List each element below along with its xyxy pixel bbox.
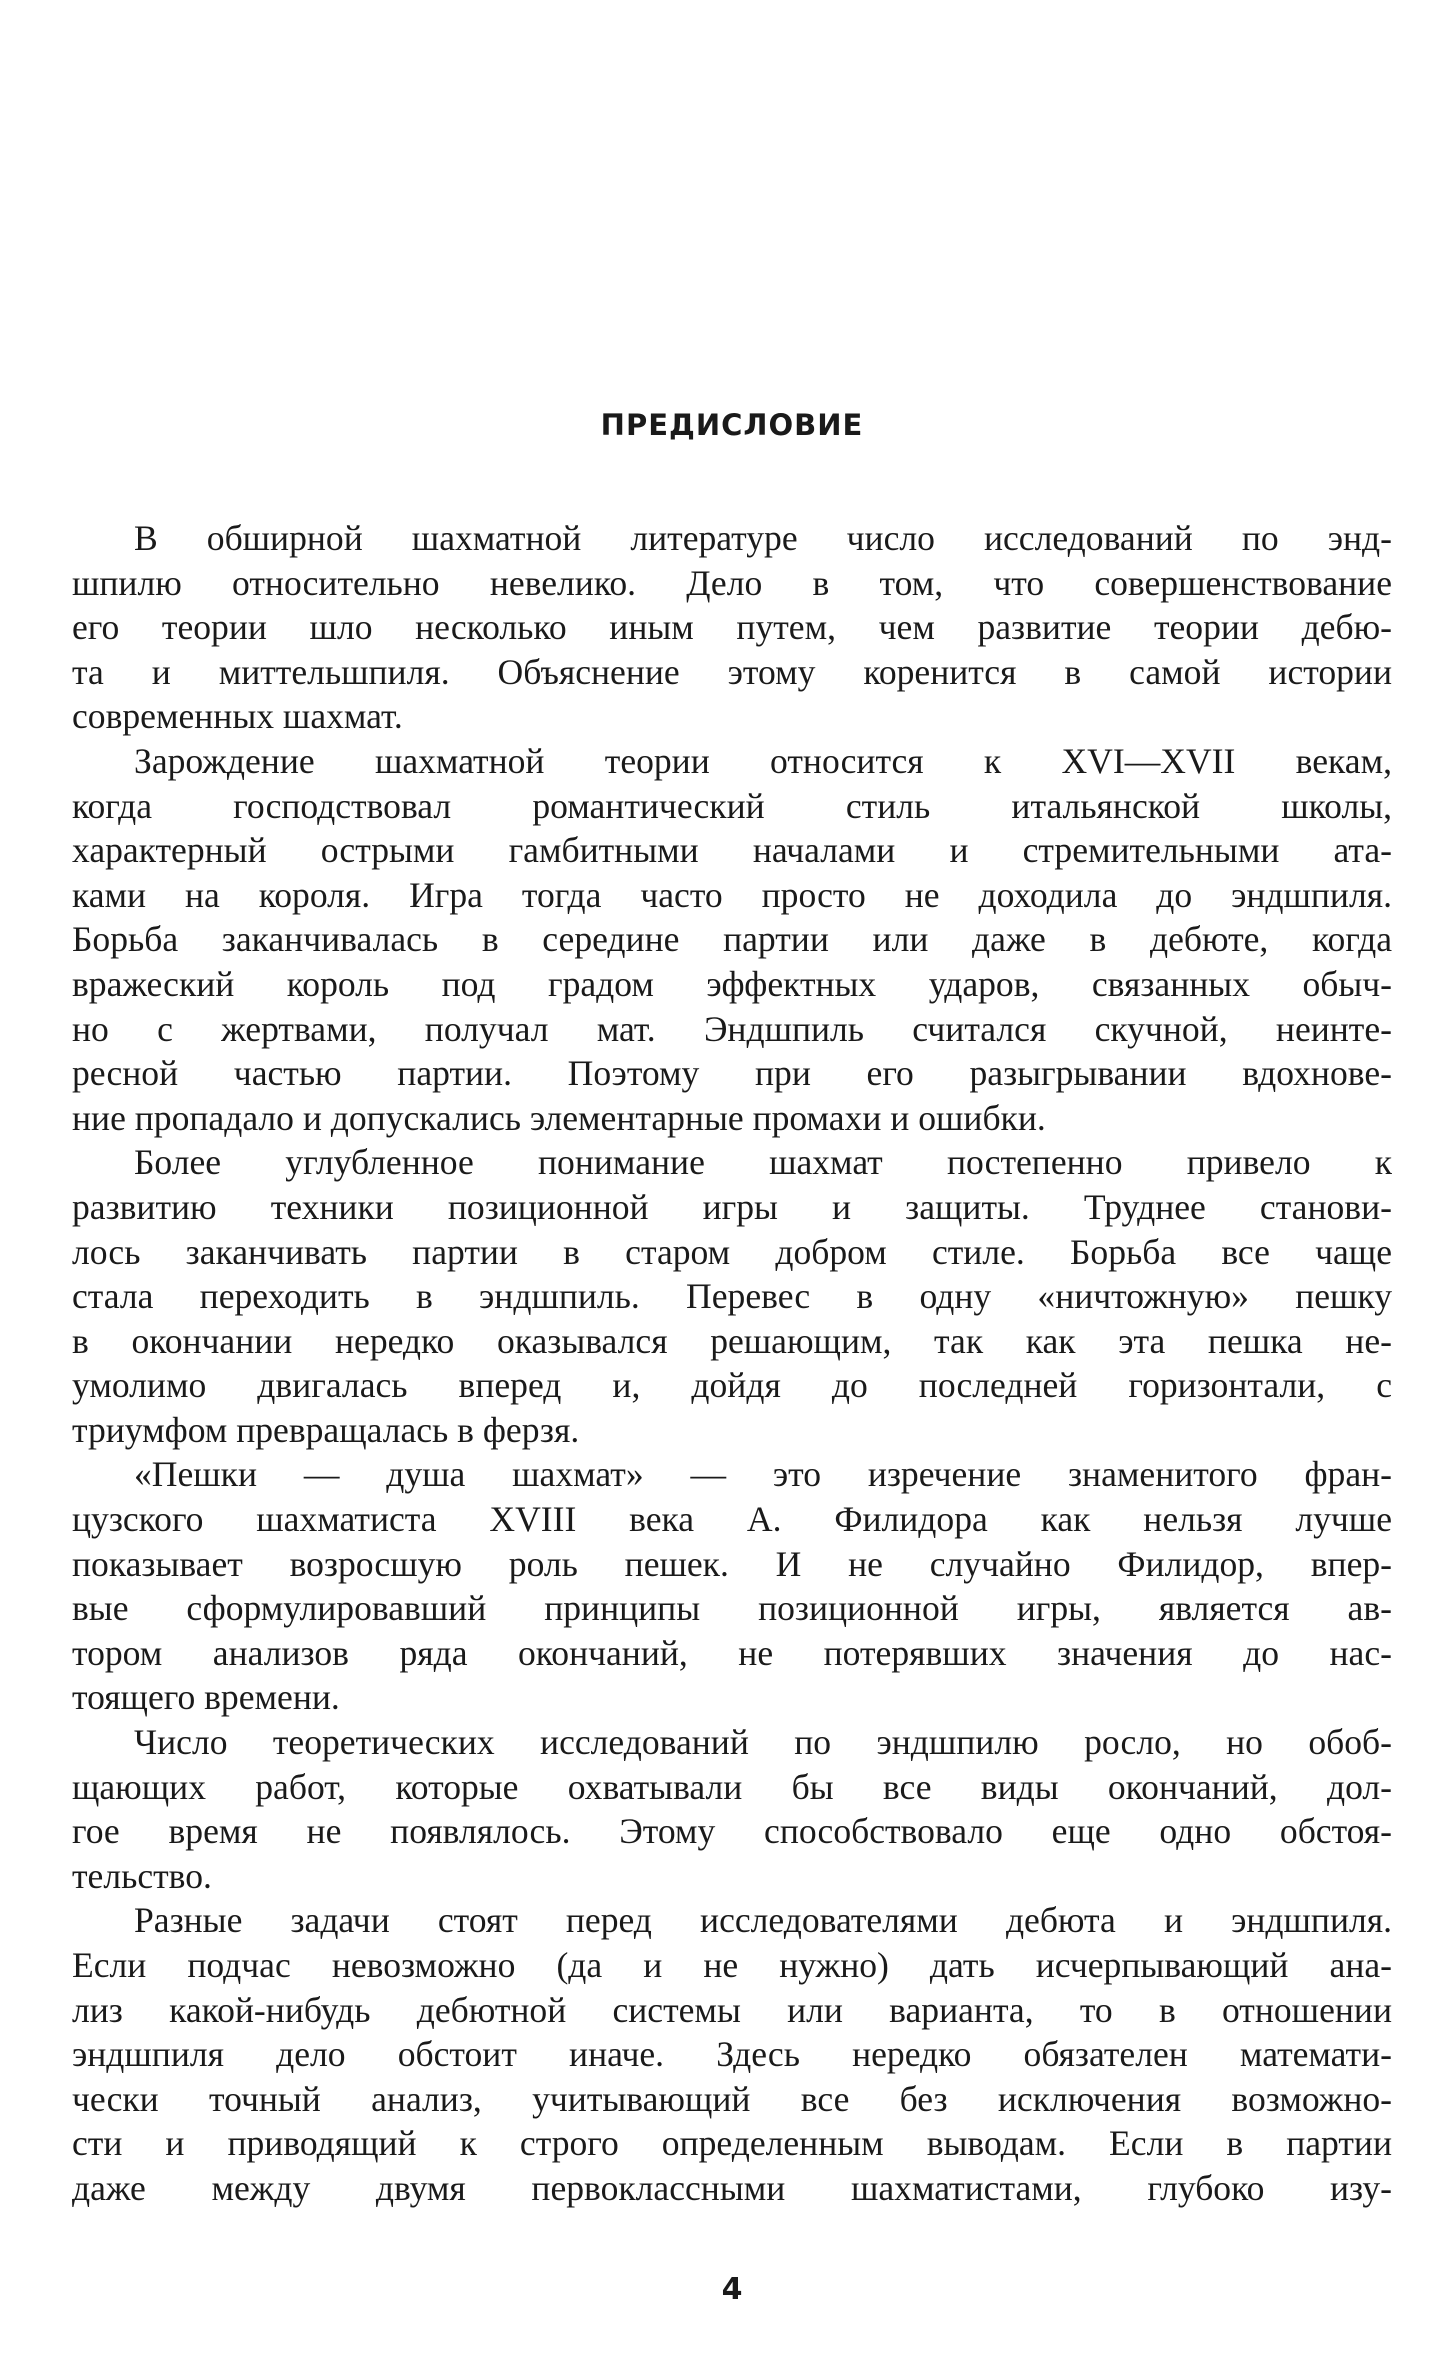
text-line: эндшпиля дело обстоит иначе. Здесь нередко обязателен математи- — [72, 2034, 1392, 2075]
text-line: тельство. — [72, 1855, 212, 1896]
text-line: Число теоретических исследований по эндшпилю росло, но обоб- — [134, 1722, 1392, 1763]
text-line: Более углубленное понимание шахмат постепенно привело к — [134, 1142, 1392, 1183]
body-text — [72, 516, 1392, 2211]
text-line: развитию техники позиционной игры и защиты. Труднее станови- — [72, 1186, 1392, 1227]
paragraph — [72, 739, 1392, 1140]
page-number: 4 — [721, 2272, 743, 2307]
text-line: триумфом превращалась в ферзя. — [72, 1409, 580, 1450]
text-line: В обширной шахматной литературе число исследований по энд- — [134, 518, 1392, 558]
text-line: ние пропадало и допускались элементарные промахи и ошибки. — [72, 1097, 1046, 1138]
text-line: ками на короля. Игра тогда часто просто не доходила до эндшпиля. — [72, 874, 1392, 915]
text-line: вые сформулировавший принципы позиционной игры, является ав- — [72, 1588, 1392, 1629]
text-line: лиз какой-нибудь дебютной системы или варианта, то в отношении — [72, 1989, 1392, 2030]
text-line: сти и приводящий к строго определенным выводам. Если в партии — [72, 2123, 1392, 2164]
text-line: стала переходить в эндшпиль. Перевес в одну «ничтожную» пешку — [72, 1276, 1392, 1317]
text-line: вражеский король под градом эффектных ударов, связанных обыч- — [72, 963, 1392, 1004]
text-line: его теории шло несколько иным путем, чем развитие теории дебю- — [72, 607, 1392, 648]
text-line: Если подчас невозможно (да и не нужно) дать исчерпывающий ана- — [72, 1945, 1392, 1985]
paragraph — [72, 516, 1392, 739]
text-line: ресной частью партии. Поэтому при его разыгрывании вдохнове- — [72, 1053, 1392, 1094]
paragraph — [72, 1720, 1392, 1898]
text-line: когда господствовал романтический стиль итальянской школы, — [72, 785, 1392, 826]
text-line: характерный острыми гамбитными началами и стремительными ата- — [72, 830, 1392, 871]
text-line: тоящего времени. — [72, 1677, 340, 1718]
text-line: щающих работ, которые охватывали бы все виды окончаний, дол- — [72, 1766, 1392, 1807]
text-line: та и миттельшпиля. Объяснение этому коренится в самой истории — [72, 651, 1392, 692]
text-line: цузского шахматиста XVIII века А. Филидора как нельзя лучше — [72, 1499, 1392, 1540]
text-line: гое время не появлялось. Этому способствовало еще одно обстоя- — [72, 1811, 1392, 1852]
text-line: тором анализов ряда окончаний, не потерявших значения до нас- — [72, 1632, 1392, 1673]
text-line: шпилю относительно невелико. Дело в том, что совершенствование — [72, 562, 1392, 603]
text-line: Разные задачи стоят перед исследователями дебюта и эндшпиля. — [134, 1900, 1392, 1941]
text-line: «Пешки — душа шахмат» — это изречение знаменитого фран- — [134, 1454, 1392, 1495]
text-line: но с жертвами, получал мат. Эндшпиль считался скучной, неинте- — [72, 1008, 1392, 1049]
text-line: в окончании нередко оказывался решающим, так как эта пешка не- — [72, 1320, 1392, 1361]
text-line: Борьба заканчивалась в середине партии или даже в дебюте, когда — [72, 919, 1392, 960]
text-line: умолимо двигалась вперед и, дойдя до последней горизонтали, с — [72, 1365, 1392, 1406]
paragraph — [72, 1898, 1392, 2210]
page-title: ПРЕДИСЛОВИЕ — [600, 408, 864, 442]
text-line: даже между двумя первоклассными шахматистами, глубоко изу- — [72, 2167, 1392, 2208]
text-line: чески точный анализ, учитывающий все без исключения возможно- — [72, 2078, 1392, 2119]
text-line: современных шахмат. — [72, 696, 403, 737]
text-line: показывает возросшую роль пешек. И не случайно Филидор, впер- — [72, 1543, 1392, 1584]
book-page — [72, 0, 1392, 2371]
paragraph — [72, 1452, 1392, 1720]
text-line: Зарождение шахматной теории относится к XVI—XVII векам, — [134, 740, 1392, 781]
paragraph — [72, 1140, 1392, 1452]
text-line: лось заканчивать партии в старом добром стиле. Борьба все чаще — [72, 1231, 1392, 1272]
